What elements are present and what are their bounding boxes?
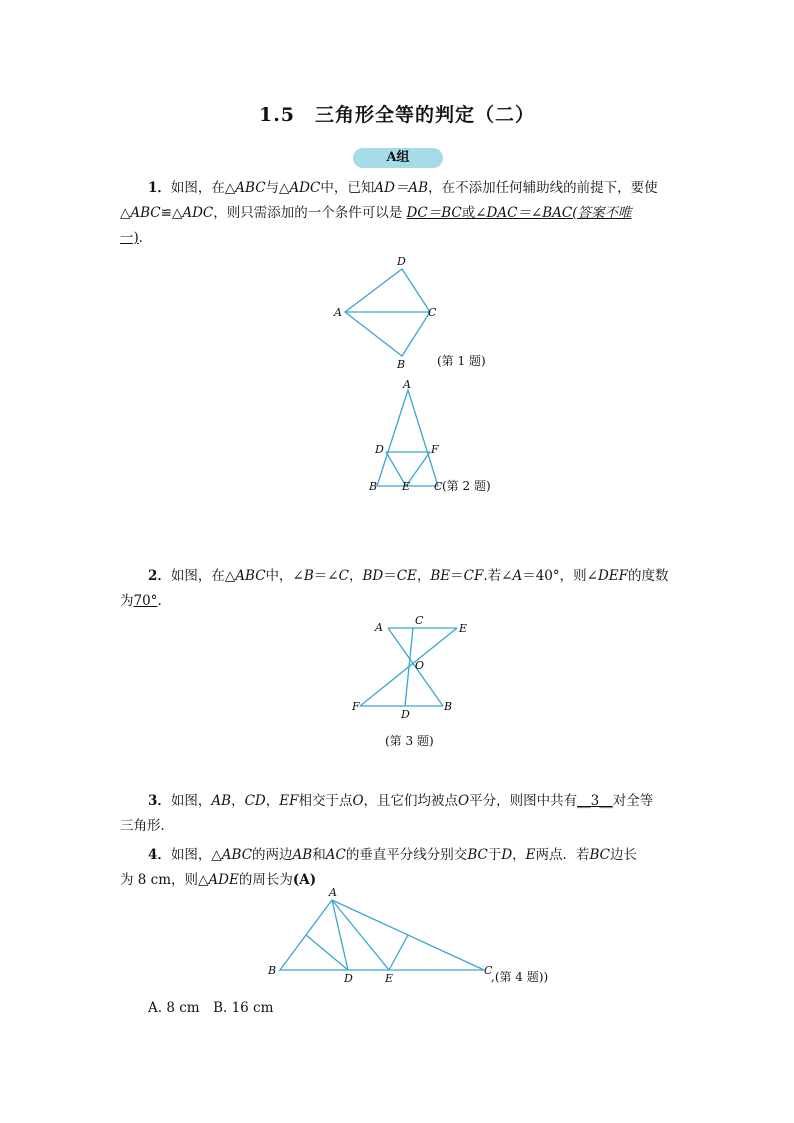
q4-text: 如图，△: [170, 847, 222, 863]
q2-answer: 70°: [133, 593, 158, 609]
q4-options: A. 8 cm B. 16 cm: [148, 1000, 274, 1016]
q2-cf: CF: [463, 568, 484, 584]
q2-text: ＝40°，则∠: [522, 568, 598, 584]
q1-text: ，则只需添加的一个条件可以是: [213, 205, 403, 221]
q4-answer: (A): [292, 872, 317, 888]
q4-text: 的两边: [252, 847, 293, 863]
q4-text: 边长: [610, 847, 638, 863]
q1-text: △: [120, 205, 131, 221]
q2-b: B: [303, 568, 314, 584]
q3-text: 平分，则图中共有: [469, 793, 578, 809]
q1-abc: ABC: [235, 180, 266, 196]
q1-abc: ABC: [130, 205, 161, 221]
q4-d: D: [501, 847, 513, 863]
q2-text: 如图，在△: [170, 568, 236, 584]
q3-ef: EF: [279, 793, 299, 809]
fig1-label-b: B: [397, 358, 406, 371]
figure-2: [360, 378, 530, 500]
q2-abc: ABC: [235, 568, 266, 584]
fig3-label-a: A: [375, 621, 383, 634]
fig1-label-c: C: [428, 306, 437, 319]
q4-abc: ABC: [221, 847, 253, 863]
fig2-label-e: E: [402, 480, 411, 493]
q1-answer: DC＝BC: [406, 205, 462, 221]
group-badge: A组: [353, 148, 443, 168]
fig2-label-b: B: [369, 480, 378, 493]
q1-ad-eq-ab: AD＝AB: [374, 180, 429, 196]
q2-number: 2．: [148, 568, 171, 584]
q1-text: 与△: [265, 180, 290, 196]
fig4-label-b: B: [268, 964, 277, 977]
q1-text: 中，已知: [320, 180, 375, 196]
q4-ade: ADE: [208, 872, 239, 888]
fig1-label-d: D: [397, 255, 406, 268]
q4-ac: AC: [325, 847, 346, 863]
fig4-label-c: C: [484, 964, 493, 977]
q1-text: ≌△: [160, 205, 183, 221]
q4-text: 为 8 cm，则△: [120, 872, 209, 888]
fig4-perp-bisector-ac: [389, 935, 408, 970]
fig4-label-e: E: [385, 972, 394, 985]
fig2-triangle-abc: [377, 390, 438, 486]
q3-text: ，: [231, 793, 245, 809]
figure-1: [325, 252, 505, 372]
fig3-label-d: D: [401, 708, 410, 721]
q3-ab: AB: [211, 793, 232, 809]
fig4-triangle-abc: [280, 900, 484, 970]
fig3-label-c: C: [415, 614, 424, 627]
page-title: 1.5 三角形全等的判定（二）: [258, 104, 536, 126]
fig2-label-a: A: [403, 378, 411, 391]
q3-text: 相交于点: [298, 793, 353, 809]
q4-text: 两点．若: [535, 847, 590, 863]
q4-text: 于: [487, 847, 502, 863]
q2-text: 的度数: [628, 568, 669, 584]
q1-number: 1．: [148, 180, 171, 196]
q2-text: ＝: [383, 568, 397, 584]
q4-text: 和: [312, 847, 326, 863]
fig2-label-d: D: [375, 443, 384, 456]
q4-text: 的垂直平分线分别交: [345, 847, 468, 863]
figure-4: [262, 884, 562, 992]
q3-text: ，且它们均被点: [363, 793, 459, 809]
q2-period: .: [157, 593, 162, 609]
q4-number: 4．: [148, 847, 171, 863]
q1-answer-or: 或: [461, 205, 476, 221]
q3-text: 三角形．: [120, 818, 174, 834]
q1-period: ．: [138, 230, 153, 246]
question-1: [120, 176, 680, 251]
fig4-caption: ,(第 4 题)): [491, 970, 549, 984]
q3-cd: CD: [244, 793, 266, 809]
q2-text: 中，∠: [265, 568, 304, 584]
q3-text: 如图，: [170, 793, 212, 809]
fig3-label-b: B: [444, 700, 453, 713]
q1-adc: ADC: [289, 180, 321, 196]
question-2: [120, 564, 680, 614]
q3-o: O: [458, 793, 470, 809]
q2-be: BE: [430, 568, 451, 584]
q2-text: ，: [348, 568, 363, 584]
q2-ce: CE: [396, 568, 417, 584]
q3-o: O: [352, 793, 364, 809]
q2-def: DEF: [597, 568, 629, 584]
question-3: [120, 789, 680, 839]
fig1-caption: (第 1 题): [437, 354, 486, 368]
q4-bc: BC: [589, 847, 611, 863]
q4-e: E: [525, 847, 536, 863]
fig3-caption: (第 3 题): [385, 734, 434, 748]
fig4-label-d: D: [344, 972, 353, 985]
fig2-label-f: F: [431, 443, 439, 456]
q3-text: 对全等: [612, 793, 654, 809]
q2-text: ＝: [450, 568, 464, 584]
fig2-label-c: C: [434, 480, 443, 493]
figure-3: [345, 612, 475, 752]
q1-adc: ADC: [182, 205, 214, 221]
fig3-label-f: F: [352, 700, 360, 713]
fig3-segment-ef: [360, 628, 457, 706]
fig3-label-o: O: [415, 659, 425, 672]
q4-ab: AB: [292, 847, 313, 863]
q2-bd: BD: [362, 568, 384, 584]
q1-text: 如图，在△: [170, 180, 236, 196]
q2-text: ，: [416, 568, 431, 584]
q2-text: ＝∠: [313, 568, 339, 584]
q2-text: .若∠: [483, 568, 513, 584]
q4-text: ，: [512, 847, 526, 863]
q2-c: C: [338, 568, 349, 584]
fig1-label-a: A: [334, 306, 342, 319]
q2-a: A: [512, 568, 523, 584]
q1-answer: ∠DAC＝∠BAC(答案不唯: [475, 205, 632, 221]
q3-text: ，: [265, 793, 280, 809]
q4-bc: BC: [467, 847, 488, 863]
q3-number: 3．: [148, 793, 171, 809]
fig2-caption: (第 2 题): [442, 479, 491, 493]
q1-answer: 一): [120, 230, 139, 246]
q3-answer: __3__: [577, 793, 613, 809]
fig3-label-e: E: [459, 622, 468, 635]
fig4-label-a: A: [329, 886, 337, 899]
q1-text: ，在不添加任何辅助线的前提下，要使: [428, 180, 658, 196]
q2-text: 为: [120, 593, 134, 609]
q4-text: 的周长为: [238, 872, 293, 888]
